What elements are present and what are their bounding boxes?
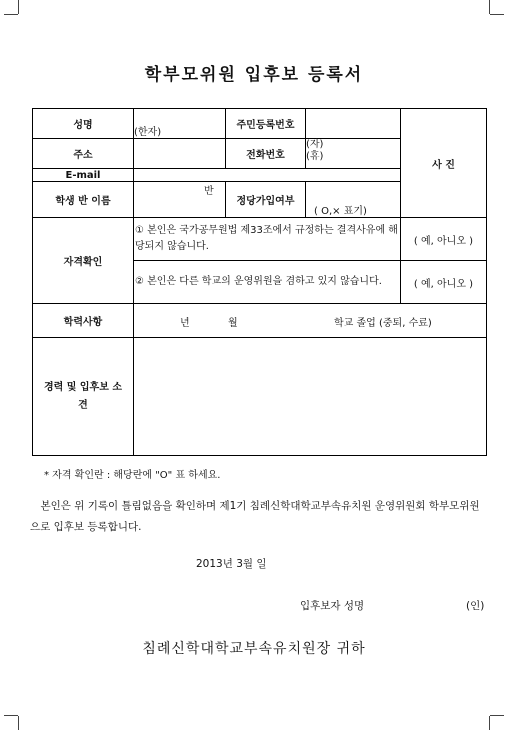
crop-mark <box>489 716 490 730</box>
photo-label: 사 진 <box>432 159 455 171</box>
qualification-label: 자격확인 <box>33 218 134 304</box>
crop-mark <box>4 715 18 716</box>
party-field[interactable] <box>306 182 401 218</box>
rrn-label: 주민등록번호 <box>226 109 306 139</box>
name-field[interactable] <box>134 109 226 139</box>
rrn-field[interactable] <box>306 109 401 139</box>
address-field[interactable] <box>134 139 226 169</box>
seal-mark: (인) <box>466 600 485 612</box>
phone-label: 전화번호 <box>226 139 306 169</box>
phone-field[interactable] <box>306 139 401 169</box>
check-instruction: * 자격 확인란 : 해당란에 "O" 표 하세요. <box>44 470 221 481</box>
career-field[interactable] <box>134 338 487 456</box>
career-label: 경력 및 입후보 소견 <box>33 338 134 456</box>
education-field[interactable] <box>134 304 487 338</box>
student-label: 학생 반 이름 <box>33 182 134 218</box>
photo-box <box>401 109 487 218</box>
document-title: 학부모위원 입후보 등록서 <box>144 65 364 85</box>
qualification-option-1[interactable]: ( 예, 아니오 ) <box>401 218 487 261</box>
crop-mark <box>4 14 18 15</box>
education-graduation: 학교 졸업 (중퇴, 수료) <box>334 318 432 329</box>
crop-mark <box>490 715 504 716</box>
address-label: 주소 <box>33 139 134 169</box>
education-month: 월 <box>228 318 238 329</box>
applicant-name-label: 입후보자 성명 <box>300 600 365 612</box>
qualification-item-2: ② 본인은 다른 학교의 운영위원을 겸하고 있지 않습니다. <box>134 261 401 304</box>
crop-mark <box>489 0 490 14</box>
qualification-item-1: ① 본인은 국가공무원법 제33조에서 규정하는 결격사유에 해당되지 않습니다. <box>134 218 401 261</box>
party-hint: ( O,× 표기) <box>314 206 367 217</box>
qualification-option-2[interactable]: ( 예, 아니오 ) <box>401 261 487 304</box>
crop-mark <box>18 716 19 730</box>
email-field[interactable] <box>134 169 401 182</box>
phone-mobile-label: (휴) <box>306 151 324 162</box>
phone-home-label: (자) <box>306 139 324 150</box>
education-label: 학력사항 <box>33 304 134 338</box>
education-year: 년 <box>180 318 190 329</box>
class-suffix: 반 <box>204 186 214 197</box>
name-hanja-label: (한자) <box>134 127 162 138</box>
email-label: E-mail <box>33 169 134 182</box>
party-label: 정당가입여부 <box>226 182 306 218</box>
addressee: 침례신학대학교부속유치원장 귀하 <box>142 641 366 657</box>
student-class-field[interactable] <box>134 182 226 218</box>
name-label: 성명 <box>33 109 134 139</box>
date-line: 2013년 3월 일 <box>196 558 267 570</box>
crop-mark <box>18 0 19 14</box>
declaration-paragraph: 본인은 위 기록이 틀림없음을 확인하며 제1기 침례신학대학교부속유치원 운영위원회 학부모위원으로 입후보 등록합니다. <box>30 500 480 533</box>
crop-mark <box>490 14 504 15</box>
registration-form <box>32 108 487 456</box>
